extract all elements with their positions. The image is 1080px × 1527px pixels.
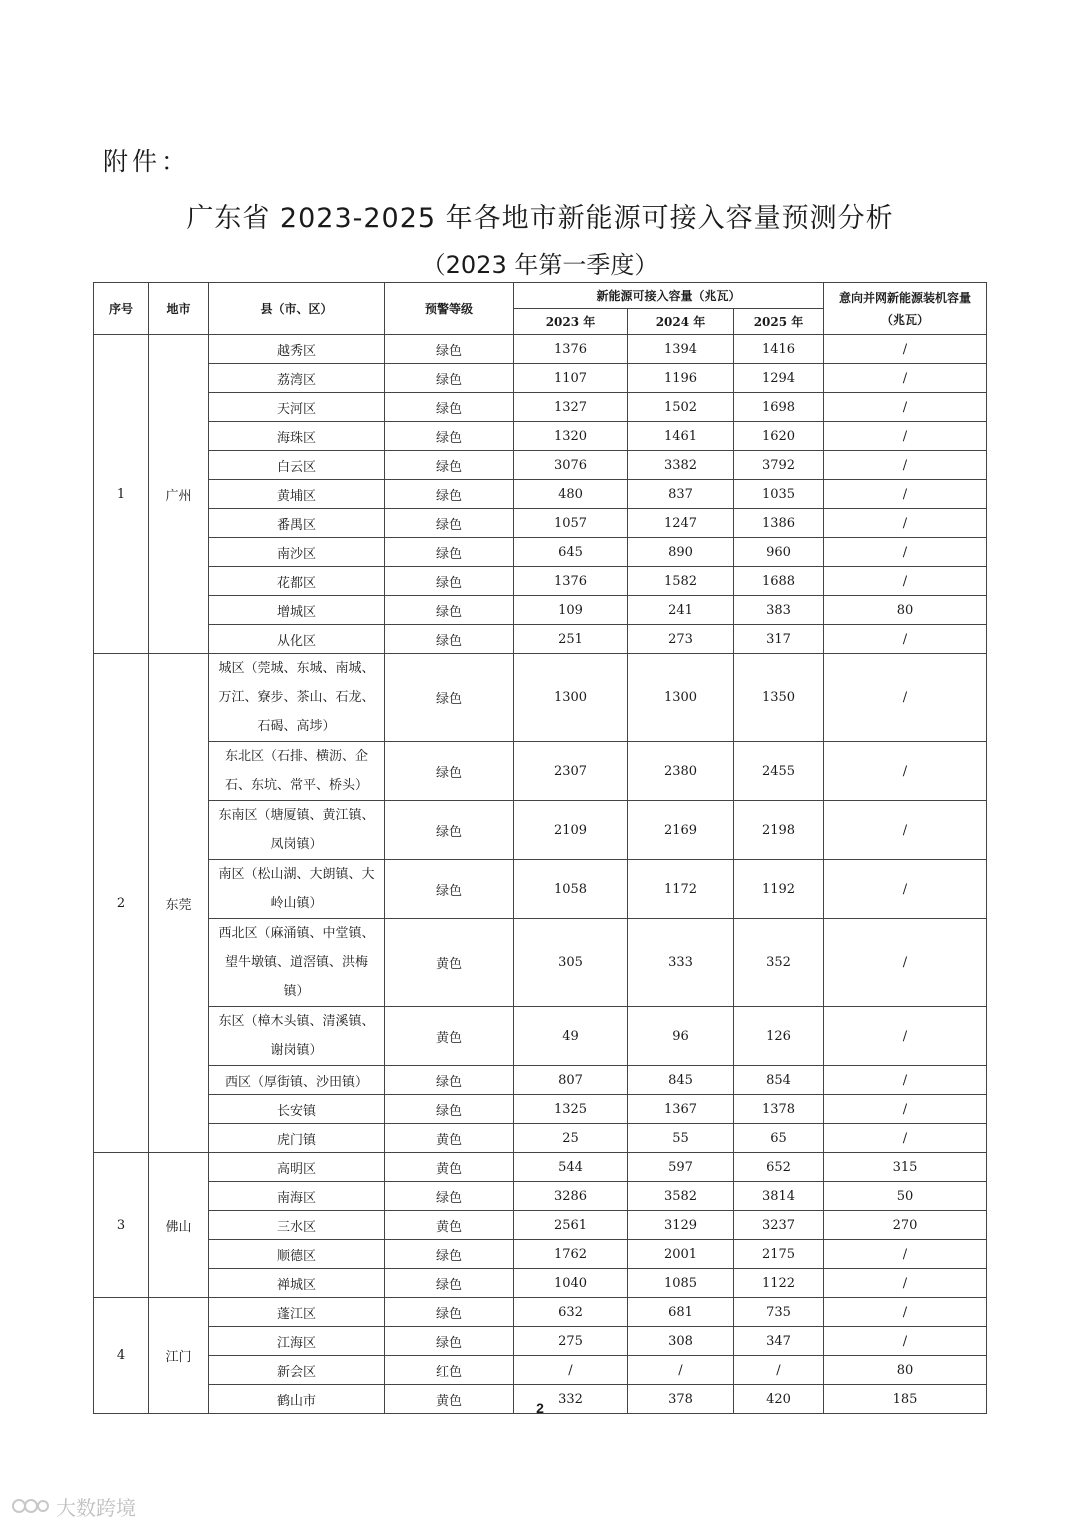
cell-county: 白云区 [209, 451, 385, 480]
cell-2025: 1386 [734, 509, 824, 538]
attachment-label: 附件： [103, 147, 191, 176]
table-row [94, 422, 987, 451]
header-2023: 2023 年 [514, 309, 628, 335]
cell-2025: / [734, 1356, 824, 1385]
cell-warning-level: 黄色 [385, 1124, 514, 1153]
cell-2025: 1350 [734, 654, 824, 742]
cell-intent: / [824, 1066, 987, 1095]
cell-2025: 3237 [734, 1211, 824, 1240]
table-row [94, 509, 987, 538]
cell-2024: / [628, 1356, 734, 1385]
cell-2023: 2109 [514, 801, 628, 860]
cell-2023: 305 [514, 919, 628, 1007]
cell-intent: / [824, 509, 987, 538]
cell-warning-level: 绿色 [385, 1066, 514, 1095]
cell-2024: 96 [628, 1007, 734, 1066]
cell-2024: 55 [628, 1124, 734, 1153]
cell-county: 花都区 [209, 567, 385, 596]
cell-intent: / [824, 1124, 987, 1153]
cell-intent: / [824, 1269, 987, 1298]
table-row [94, 654, 987, 742]
cell-2024: 1300 [628, 654, 734, 742]
table-row [94, 742, 987, 801]
cell-2023: 1327 [514, 393, 628, 422]
cell-county: 顺德区 [209, 1240, 385, 1269]
watermark-logo-icon [10, 1495, 50, 1517]
cell-2023: 1300 [514, 654, 628, 742]
cell-intent: 185 [824, 1385, 987, 1414]
cell-2023: 807 [514, 1066, 628, 1095]
cell-county: 鹤山市 [209, 1385, 385, 1414]
cell-city: 佛山 [149, 1153, 209, 1298]
table-row [94, 1066, 987, 1095]
cell-2025: 2455 [734, 742, 824, 801]
cell-county: 城区（莞城、东城、南城、万江、寮步、茶山、石龙、石碣、高埗） [209, 654, 385, 742]
cell-2023: 109 [514, 596, 628, 625]
cell-2023: 275 [514, 1327, 628, 1356]
cell-2024: 1085 [628, 1269, 734, 1298]
cell-county: 天河区 [209, 393, 385, 422]
cell-intent: / [824, 567, 987, 596]
cell-county: 从化区 [209, 625, 385, 654]
cell-2023: 1320 [514, 422, 628, 451]
cell-2025: 383 [734, 596, 824, 625]
table-row [94, 1298, 987, 1327]
cell-2025: 1122 [734, 1269, 824, 1298]
cell-2023: 2561 [514, 1211, 628, 1240]
cell-intent: / [824, 393, 987, 422]
cell-warning-level: 绿色 [385, 1298, 514, 1327]
cell-2023: 1040 [514, 1269, 628, 1298]
cell-warning-level: 黄色 [385, 1007, 514, 1066]
cell-2023: 632 [514, 1298, 628, 1327]
cell-county: 东北区（石排、横沥、企石、东坑、常平、桥头） [209, 742, 385, 801]
cell-2025: 347 [734, 1327, 824, 1356]
document-subtitle: （2023 年第一季度） [421, 251, 659, 279]
cell-2025: 854 [734, 1066, 824, 1095]
cell-warning-level: 黄色 [385, 1385, 514, 1414]
cell-intent: / [824, 451, 987, 480]
cell-intent: / [824, 625, 987, 654]
cell-2023: 1325 [514, 1095, 628, 1124]
header-warning: 预警等级 [385, 283, 514, 335]
table-row [94, 393, 987, 422]
cell-county: 虎门镇 [209, 1124, 385, 1153]
table-row [94, 335, 987, 364]
cell-county: 南海区 [209, 1182, 385, 1211]
cell-2024: 3129 [628, 1211, 734, 1240]
table-row [94, 860, 987, 919]
cell-warning-level: 绿色 [385, 509, 514, 538]
cell-2023: 3076 [514, 451, 628, 480]
table-row [94, 1327, 987, 1356]
cell-intent: 80 [824, 596, 987, 625]
cell-2024: 1461 [628, 422, 734, 451]
cell-county: 西区（厚街镇、沙田镇） [209, 1066, 385, 1095]
cell-intent: / [824, 1007, 987, 1066]
cell-2025: 1620 [734, 422, 824, 451]
cell-2023: 1058 [514, 860, 628, 919]
cell-2025: 65 [734, 1124, 824, 1153]
table-row [94, 596, 987, 625]
cell-intent: 270 [824, 1211, 987, 1240]
cell-warning-level: 绿色 [385, 451, 514, 480]
cell-2023: 1376 [514, 567, 628, 596]
table-row [94, 1356, 987, 1385]
cell-warning-level: 黄色 [385, 919, 514, 1007]
cell-2023: 544 [514, 1153, 628, 1182]
cell-county: 江海区 [209, 1327, 385, 1356]
cell-2023: 25 [514, 1124, 628, 1153]
cell-2024: 1367 [628, 1095, 734, 1124]
cell-city: 东莞 [149, 654, 209, 1153]
cell-county: 三水区 [209, 1211, 385, 1240]
cell-2024: 845 [628, 1066, 734, 1095]
table-row [94, 625, 987, 654]
cell-2024: 2001 [628, 1240, 734, 1269]
table-row [94, 1095, 987, 1124]
cell-warning-level: 绿色 [385, 1240, 514, 1269]
cell-warning-level: 绿色 [385, 422, 514, 451]
table-body [94, 335, 987, 1414]
cell-county: 黄埔区 [209, 480, 385, 509]
table-row [94, 567, 987, 596]
cell-intent: / [824, 1095, 987, 1124]
cell-warning-level: 绿色 [385, 654, 514, 742]
table-row [94, 451, 987, 480]
cell-2025: 1035 [734, 480, 824, 509]
cell-warning-level: 绿色 [385, 801, 514, 860]
cell-warning-level: 绿色 [385, 538, 514, 567]
cell-2025: 1416 [734, 335, 824, 364]
cell-2025: 1192 [734, 860, 824, 919]
cell-county: 东南区（塘厦镇、黄江镇、凤岗镇） [209, 801, 385, 860]
cell-2023: 3286 [514, 1182, 628, 1211]
cell-2025: 2175 [734, 1240, 824, 1269]
cell-2023: 480 [514, 480, 628, 509]
cell-county: 荔湾区 [209, 364, 385, 393]
cell-county: 东区（樟木头镇、清溪镇、谢岗镇） [209, 1007, 385, 1066]
header-seq: 序号 [94, 283, 149, 335]
cell-intent: / [824, 801, 987, 860]
cell-2025: 960 [734, 538, 824, 567]
cell-2024: 597 [628, 1153, 734, 1182]
cell-intent: / [824, 919, 987, 1007]
cell-county: 高明区 [209, 1153, 385, 1182]
table-row [94, 1269, 987, 1298]
cell-2023: 1107 [514, 364, 628, 393]
table-row [94, 480, 987, 509]
cell-2024: 308 [628, 1327, 734, 1356]
cell-city: 江门 [149, 1298, 209, 1414]
cell-2024: 241 [628, 596, 734, 625]
cell-county: 南区（松山湖、大朗镇、大岭山镇） [209, 860, 385, 919]
cell-2024: 1394 [628, 335, 734, 364]
cell-county: 增城区 [209, 596, 385, 625]
cell-county: 西北区（麻涌镇、中堂镇、望牛墩镇、道滘镇、洪梅镇） [209, 919, 385, 1007]
cell-2024: 1582 [628, 567, 734, 596]
cell-county: 南沙区 [209, 538, 385, 567]
table-row [94, 1124, 987, 1153]
document-title: 广东省 2023-2025 年各地市新能源可接入容量预测分析 [186, 203, 894, 234]
cell-warning-level: 红色 [385, 1356, 514, 1385]
cell-2025: 352 [734, 919, 824, 1007]
cell-2025: 3814 [734, 1182, 824, 1211]
cell-2025: 652 [734, 1153, 824, 1182]
cell-2025: 126 [734, 1007, 824, 1066]
cell-county: 新会区 [209, 1356, 385, 1385]
table-row [94, 1007, 987, 1066]
cell-2025: 317 [734, 625, 824, 654]
capacity-table [93, 282, 987, 1414]
cell-intent: / [824, 1298, 987, 1327]
cell-intent: 50 [824, 1182, 987, 1211]
cell-warning-level: 绿色 [385, 364, 514, 393]
cell-2024: 3382 [628, 451, 734, 480]
cell-2024: 1502 [628, 393, 734, 422]
cell-intent: / [824, 335, 987, 364]
table-row [94, 364, 987, 393]
header-2024: 2024 年 [628, 309, 734, 335]
cell-2024: 273 [628, 625, 734, 654]
table-row [94, 801, 987, 860]
cell-2024: 837 [628, 480, 734, 509]
cell-warning-level: 绿色 [385, 625, 514, 654]
cell-2024: 1247 [628, 509, 734, 538]
cell-2023: 645 [514, 538, 628, 567]
cell-2023: 1057 [514, 509, 628, 538]
cell-warning-level: 绿色 [385, 567, 514, 596]
cell-2024: 2380 [628, 742, 734, 801]
table-row [94, 919, 987, 1007]
watermark-text: 大数跨境 [56, 1495, 136, 1520]
cell-2024: 3582 [628, 1182, 734, 1211]
cell-2024: 378 [628, 1385, 734, 1414]
cell-intent: / [824, 860, 987, 919]
cell-2023: 1376 [514, 335, 628, 364]
cell-2024: 1196 [628, 364, 734, 393]
cell-2025: 1378 [734, 1095, 824, 1124]
table-row [94, 1182, 987, 1211]
cell-2025: 1294 [734, 364, 824, 393]
header-county: 县（市、区） [209, 283, 385, 335]
cell-seq: 2 [94, 654, 149, 1153]
header-capacity-group: 新能源可接入容量（兆瓦） [514, 283, 824, 309]
cell-intent: / [824, 480, 987, 509]
cell-intent: / [824, 742, 987, 801]
table-row [94, 538, 987, 567]
cell-2025: 735 [734, 1298, 824, 1327]
cell-intent: 80 [824, 1356, 987, 1385]
cell-county: 禅城区 [209, 1269, 385, 1298]
watermark [10, 1493, 136, 1519]
cell-county: 长安镇 [209, 1095, 385, 1124]
cell-2025: 1688 [734, 567, 824, 596]
cell-warning-level: 绿色 [385, 393, 514, 422]
cell-warning-level: 绿色 [385, 480, 514, 509]
cell-2023: 2307 [514, 742, 628, 801]
cell-intent: 315 [824, 1153, 987, 1182]
cell-seq: 4 [94, 1298, 149, 1414]
cell-2023: / [514, 1356, 628, 1385]
cell-warning-level: 黄色 [385, 1211, 514, 1240]
cell-2024: 333 [628, 919, 734, 1007]
cell-2025: 420 [734, 1385, 824, 1414]
table-row [94, 1211, 987, 1240]
cell-warning-level: 绿色 [385, 1327, 514, 1356]
cell-intent: / [824, 422, 987, 451]
cell-warning-level: 绿色 [385, 1269, 514, 1298]
cell-county: 海珠区 [209, 422, 385, 451]
cell-warning-level: 绿色 [385, 742, 514, 801]
cell-2024: 890 [628, 538, 734, 567]
cell-2025: 3792 [734, 451, 824, 480]
cell-2023: 49 [514, 1007, 628, 1066]
cell-city: 广州 [149, 335, 209, 654]
cell-warning-level: 绿色 [385, 335, 514, 364]
table-header [94, 283, 987, 335]
cell-intent: / [824, 364, 987, 393]
cell-warning-level: 绿色 [385, 860, 514, 919]
table-row [94, 1240, 987, 1269]
cell-warning-level: 绿色 [385, 1182, 514, 1211]
cell-intent: / [824, 654, 987, 742]
cell-2024: 681 [628, 1298, 734, 1327]
cell-intent: / [824, 1327, 987, 1356]
cell-2024: 1172 [628, 860, 734, 919]
cell-2025: 2198 [734, 801, 824, 860]
cell-intent: / [824, 538, 987, 567]
table-row [94, 1153, 987, 1182]
header-2025: 2025 年 [734, 309, 824, 335]
cell-2024: 2169 [628, 801, 734, 860]
cell-warning-level: 绿色 [385, 596, 514, 625]
cell-county: 蓬江区 [209, 1298, 385, 1327]
cell-2023: 332 [514, 1385, 628, 1414]
cell-seq: 1 [94, 335, 149, 654]
header-city: 地市 [149, 283, 209, 335]
cell-warning-level: 绿色 [385, 1095, 514, 1124]
cell-intent: / [824, 1240, 987, 1269]
cell-2023: 1762 [514, 1240, 628, 1269]
cell-2025: 1698 [734, 393, 824, 422]
page-number: 2 [536, 1400, 544, 1416]
cell-county: 番禺区 [209, 509, 385, 538]
cell-warning-level: 黄色 [385, 1153, 514, 1182]
cell-seq: 3 [94, 1153, 149, 1298]
header-intent: 意向并网新能源装机容量（兆瓦） [824, 283, 987, 335]
cell-county: 越秀区 [209, 335, 385, 364]
cell-2023: 251 [514, 625, 628, 654]
